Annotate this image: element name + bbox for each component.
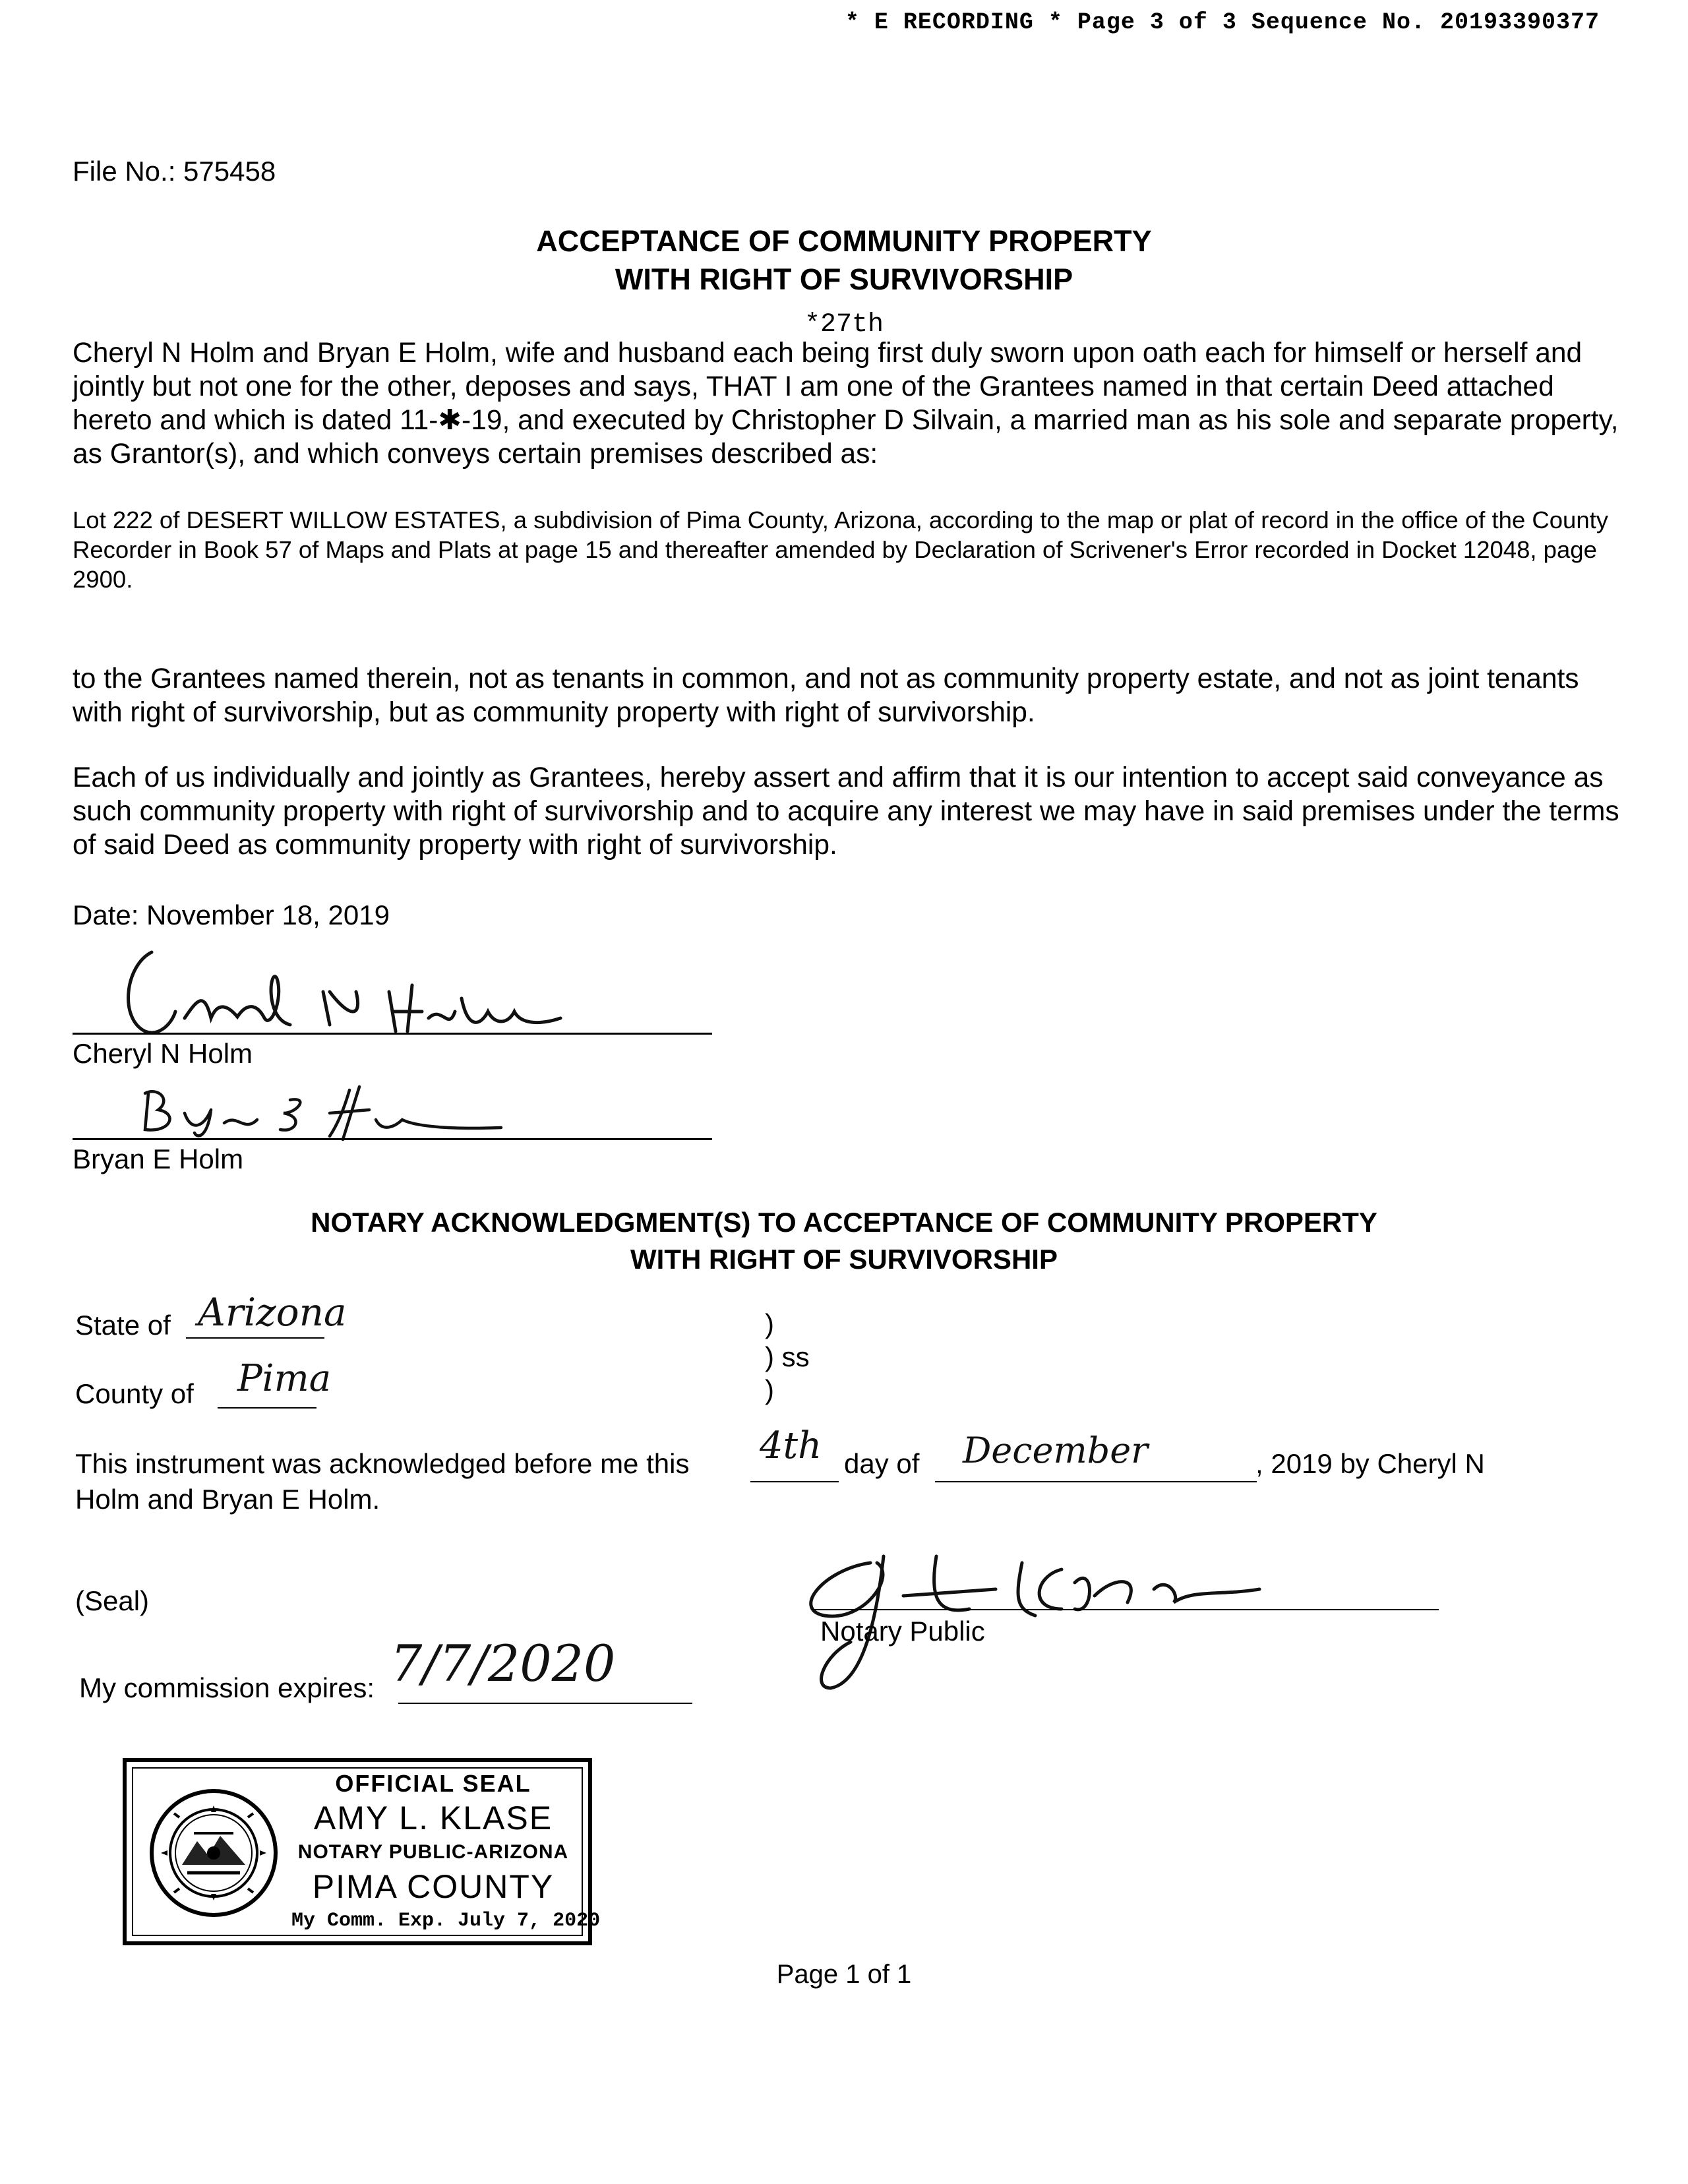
county-label: County of	[75, 1378, 194, 1409]
signature-cheryl-holm	[112, 939, 587, 1038]
commission-underline	[398, 1703, 692, 1704]
commission-date-handwritten: 7/7/2020	[390, 1634, 616, 1693]
page-footer: Page 1 of 1	[776, 1960, 912, 1989]
venue-paren-1: )	[765, 1308, 774, 1339]
seal-notary-name: AMY L. KLASE	[313, 1800, 553, 1836]
file-number: File No.: 575458	[73, 156, 276, 187]
signer-1-name: Cheryl N Holm	[73, 1038, 253, 1069]
paragraph-tenancy: to the Grantees named therein, not as tenants in common, and not as community property estate, and not as joint tenants with right of survivorship, but as community property with right of survivorship.	[73, 663, 1579, 728]
intro-paragraph: Cheryl N Holm and Bryan E Holm, wife and husband each being first duly sworn upon oath each for himself or herself and jointly but not one for the other, deposes and says, THAT I am one of the Grantees named in that certain Deed attached hereto and which is dated 11-✱-19, and executed by Christopher D Silvain, a married man as his sole and separate property, as Grantor(s), and which conveys certain premises described as:	[73, 338, 1619, 470]
ack-day-underline	[750, 1481, 839, 1482]
signature-line-1	[73, 1033, 712, 1035]
notary-signature-line	[812, 1609, 1439, 1610]
paragraph-affirmation: Each of us individually and jointly as Grantees, hereby assert and affirm that it is our intention to accept said conveyance as such community property with right of survivorship and to acquire any interest we may have in said premises under the terms of said Deed as community property with right of survivorship.	[73, 762, 1619, 861]
signature-line-2	[73, 1138, 712, 1140]
county-value-handwritten: Pima	[237, 1357, 332, 1400]
seal-county: PIMA COUNTY	[312, 1868, 555, 1905]
county-underline	[218, 1407, 316, 1409]
ack-day-handwritten: 4th	[760, 1424, 822, 1467]
seal-label: (Seal)	[75, 1585, 150, 1616]
venue-paren-ss: ) ss	[765, 1341, 810, 1372]
document-title-line-1: ACCEPTANCE OF COMMUNITY PROPERTY	[536, 224, 1152, 258]
commission-label: My commission expires:	[79, 1672, 375, 1703]
state-underline	[186, 1337, 324, 1339]
document-title-line-2: WITH RIGHT OF SURVIVORSHIP	[615, 262, 1073, 296]
ack-text-3: , 2019 by Cheryl N	[1255, 1448, 1485, 1479]
ack-month-handwritten: December	[963, 1430, 1148, 1471]
venue-paren-3: )	[765, 1374, 774, 1405]
recording-header: * E RECORDING * Page 3 of 3 Sequence No. 20193390377	[845, 9, 1600, 36]
date-line: Date: November 18, 2019	[73, 899, 390, 930]
arizona-state-seal-icon	[148, 1787, 280, 1919]
official-notary-seal-stamp	[123, 1758, 601, 1945]
ack-text-1: This instrument was acknowledged before me this	[75, 1448, 690, 1479]
seal-commission-expiration: My Comm. Exp. July 7, 2020	[291, 1910, 601, 1932]
ack-text-4: Holm and Bryan E Holm.	[75, 1484, 380, 1515]
notary-title-line-2: WITH RIGHT OF SURVIVORSHIP	[630, 1244, 1058, 1275]
ack-text-2: day of	[844, 1448, 920, 1479]
signature-bryan-holm	[132, 1074, 528, 1146]
state-label: State of	[75, 1310, 171, 1341]
seal-notary-public-arizona: NOTARY PUBLIC-ARIZONA	[297, 1841, 569, 1863]
legal-description: Lot 222 of DESERT WILLOW ESTATES, a subdivision of Pima County, Arizona, according to the map or plat of record in the office of the County Recorder in Book 57 of Maps and Plats at page 15 and thereafter amended by Declaration of Scrivener's Error recorded in Docket 12048, page 2900.	[73, 506, 1609, 593]
seal-official-seal: OFFICIAL SEAL	[335, 1770, 531, 1797]
notary-title-line-1: NOTARY ACKNOWLEDGMENT(S) TO ACCEPTANCE OF COMMUNITY PROPERTY	[311, 1207, 1377, 1238]
ack-month-underline	[935, 1481, 1257, 1482]
signer-2-name: Bryan E Holm	[73, 1143, 244, 1174]
notary-public-label: Notary Public	[820, 1616, 985, 1647]
typed-date-insert: *27th	[804, 310, 884, 340]
state-value-handwritten: Arizona	[198, 1290, 347, 1335]
